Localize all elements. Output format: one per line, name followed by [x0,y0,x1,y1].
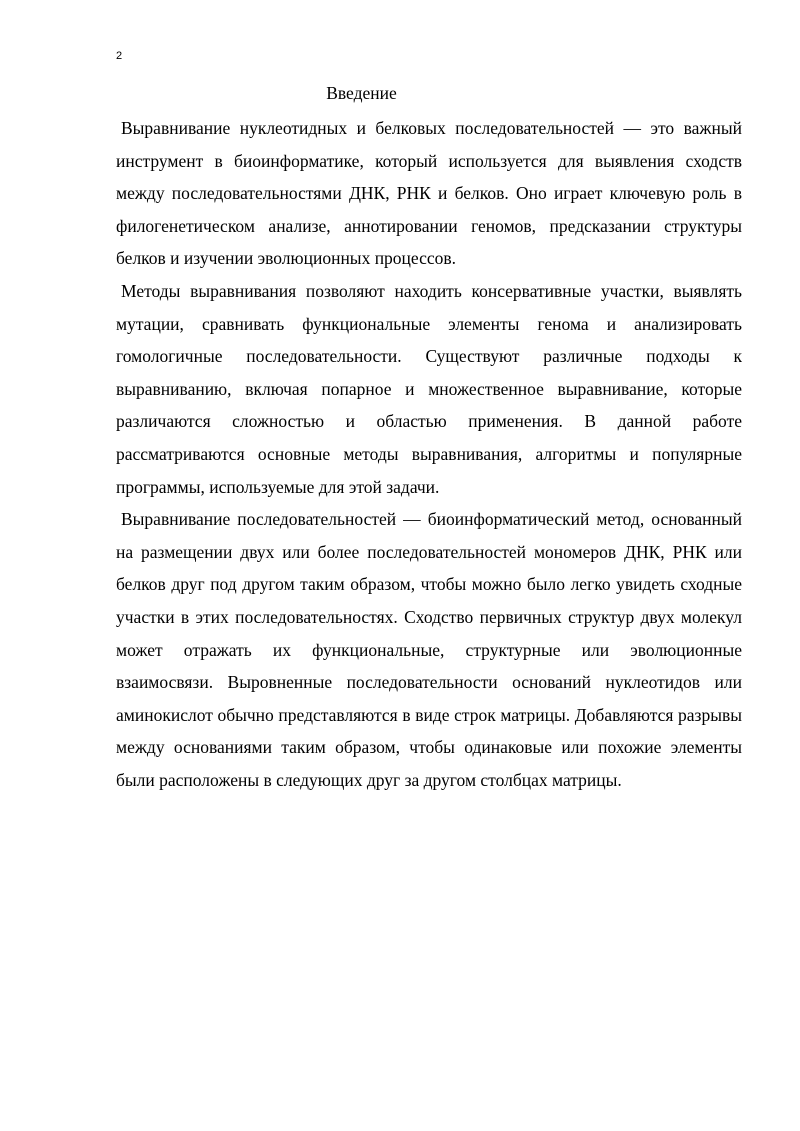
paragraph-methods: Методы выравнивания позволяют находить консервативные участки, выявлять мутации, сравнивать функциональные элементы генома и анализировать гомологичные последовательности. Существуют различные подходы к выравниванию, включая попарное и множественное выравнивание, которые различаются сложностью и областью применения. В данной работе рассматриваются основные методы выравнивания, алгоритмы и популярные программы, используемые для этой задачи. [116,280,742,497]
paragraph-definition: Выравнивание последовательностей — биоинформатический метод, основанный на размещении двух или более последовательностей мономеров ДНК, РНК или белков друг под другом таким образом, чтобы можно было легко увидеть сходные участки в этих последовательностях. Сходство первичных структур двух молекул может отражать их функциональные, структурные или эволюционные взаимосвязи. Выровненные последовательности оснований нуклеотидов или аминокислот обычно представляются в виде строк матрицы. Добавляются разрывы между основаниями таким образом, чтобы одинаковые или похожие элементы были расположены в следующих друг за другом столбцах матрицы. [116,509,742,790]
paragraph-intro: Выравнивание нуклеотидных и белковых последовательностей — это важный инструмент в биоинформатике, который используется для выявления сходств между последовательностями ДНК, РНК и белков. Оно играет ключевую роль в филогенетическом анализе, аннотировании геномов, предсказании структуры белков и изучении эволюционных процессов. [116,118,742,269]
body-text [116,112,742,796]
page-number: 2 [116,50,123,62]
page-title: Введение [326,83,397,103]
